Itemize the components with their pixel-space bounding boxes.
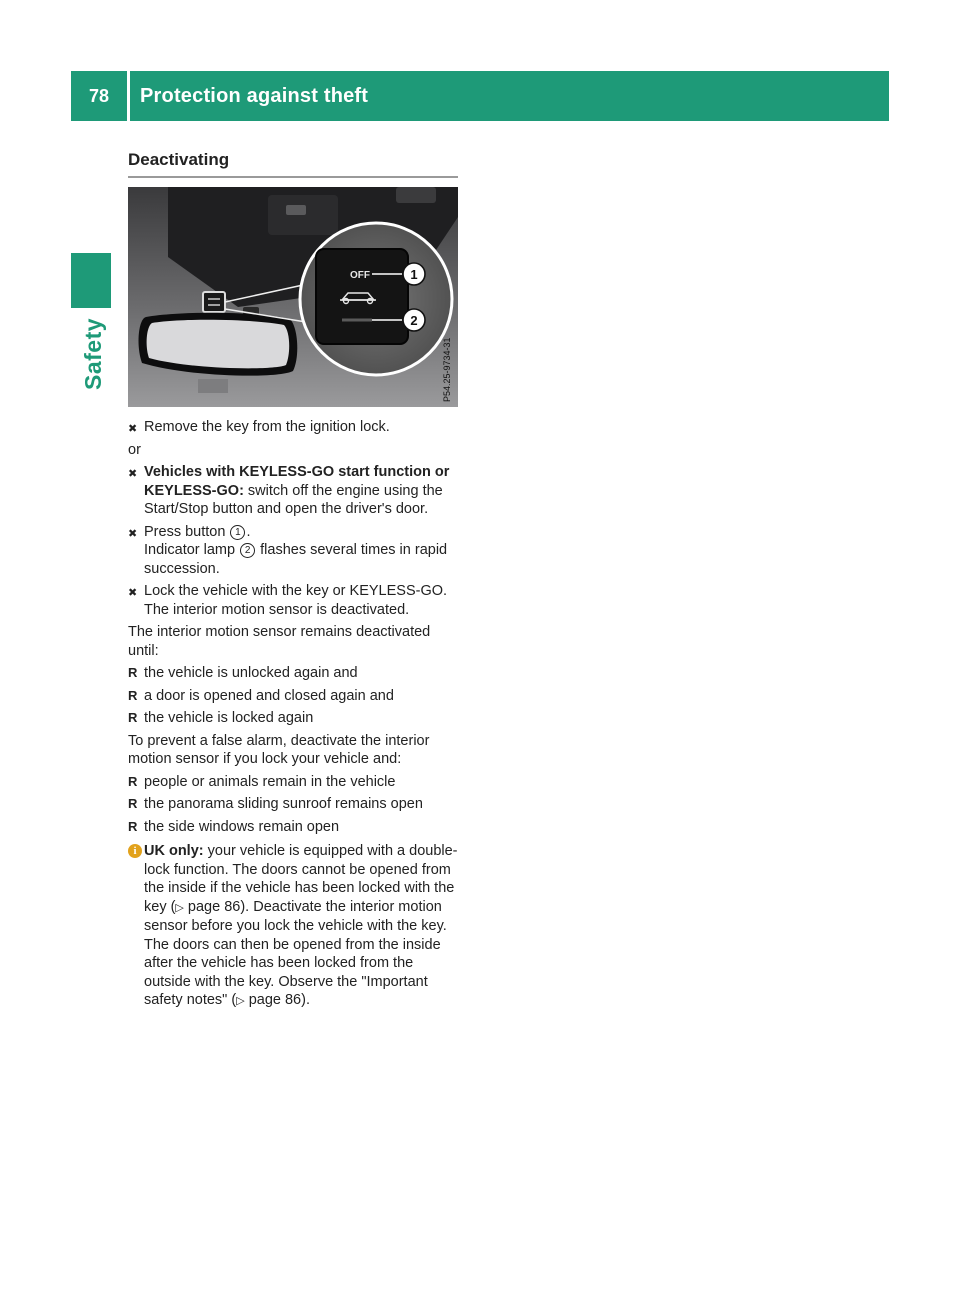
page-ref-link[interactable]: page 86 [187,898,241,915]
side-tab-label: Safety [80,317,106,390]
page-ref-arrow-icon: ▷ [175,901,184,914]
list-item: R the panorama sliding sunroof remains open [128,796,423,812]
page-number: 78 [88,85,110,106]
list-item: R a door is opened and closed again and [128,687,394,704]
bullet-icon: R [128,796,138,811]
list-item: R the vehicle is locked again [128,710,314,726]
list-item: R the side windows remain open [128,818,340,835]
page-title: Protection against theft [140,84,369,107]
step-arrow-icon: ✖ [128,468,138,480]
content-body [128,418,462,1011]
callout-1: 1 [410,267,418,282]
section-title: Deactivating [128,150,230,169]
overhead-control-panel-photo [128,187,458,407]
step-press-button: ✖ Press button 1 . Indicator lamp 2 flashes several times in rapid succession. [128,523,448,577]
list-item: R the vehicle is unlocked again and [128,665,358,681]
bullet-icon: R [128,710,138,725]
bullet-icon: R [128,818,138,834]
ref-number-2: 2 [240,543,255,558]
step-remove-key: ✖ Remove the key from the ignition lock. [128,418,462,437]
header-divider [127,71,130,121]
callout-2: 2 [410,313,418,328]
step-keyless-go: ✖ Vehicles with KEYLESS-GO start function or KEYLESS-GO: switch off the engine using the Start/Stop button and open the driver's door. [128,464,450,517]
button-off-label: OFF [350,270,370,281]
list-item: R people or animals remain in the vehicle [128,773,396,790]
step-arrow-icon: ✖ [128,423,138,435]
step-arrow-icon: ✖ [128,587,138,599]
page-ref-link[interactable]: page 86 [248,992,302,1008]
uk-only-label: UK only: [144,843,204,859]
figure-code: P54.25-9734-31 [442,337,452,402]
uk-note: i UK only: your vehicle is equipped with a double-lock function. The doors cannot be opened from the inside if the vehicle has been locked with the key (▷ page 86). Deactivate the interior motion sensor before you lock the vehicle with the key. The doors can then be opened from the inside after the vehicle has been locked from the outside with the key. Observe the "Important safety notes" (▷ page 86). [128,842,462,1011]
bullet-icon: R [128,665,138,680]
info-icon: i [128,844,142,858]
remains-intro: The interior motion sensor remains deactivated until: [128,624,431,659]
page-ref-arrow-icon: ▷ [236,995,245,1007]
keyless-go-label: Vehicles with KEYLESS-GO start function or KEYLESS-GO: [144,464,450,499]
bullet-icon: R [128,773,138,789]
false-alarm-intro: To prevent a false alarm, deactivate the interior motion sensor if you lock your vehicle and: [128,732,430,767]
ref-number-1: 1 [230,525,245,540]
step-lock-vehicle: ✖ Lock the vehicle with the key or KEYLESS-GO. The interior motion sensor is deactivated. [128,583,448,618]
section-rule [128,176,458,178]
step-arrow-icon: ✖ [128,527,138,540]
or-text: or [128,441,141,458]
bullet-icon: R [128,687,138,703]
side-tab-block [71,253,111,308]
